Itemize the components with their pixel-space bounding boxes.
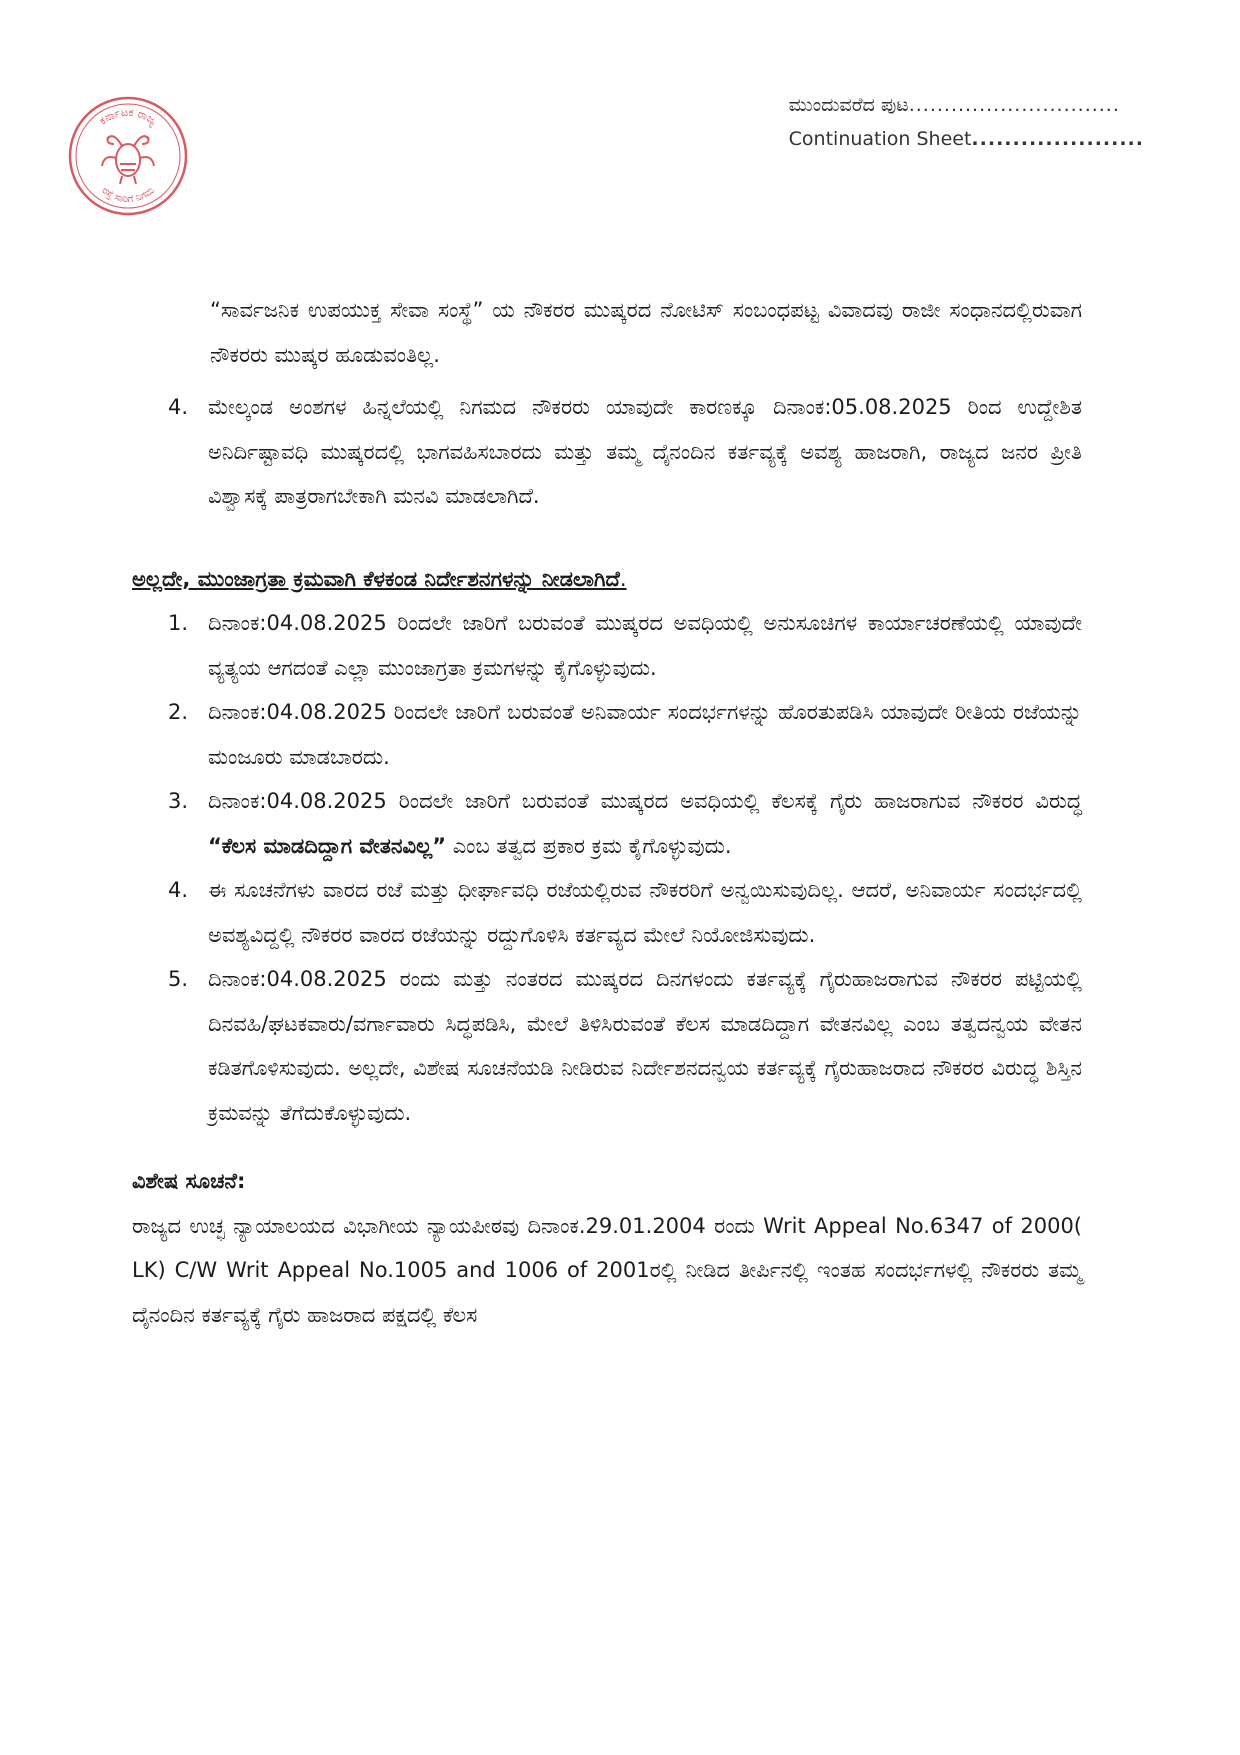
continuation-kn-dots: .............................. [908,94,1120,116]
intro-paragraph: “ಸಾರ್ವಜನಿಕ ಉಪಯುಕ್ತ ಸೇವಾ ಸಂಸ್ಥೆ” ಯ ನೌಕರರ ಮುಷ್ಕರದ ನೋಟಿಸ್ ಸಂಬಂಧಪಟ್ಟ ವಿವಾದವು ರಾಜೀ ಸಂಧಾನದಲ್ಲಿರುವಾಗ ನೌಕರರು ಮುಷ್ಕರ ಹೂಡುವಂತಿಲ್ಲ. [210,298,1082,367]
list-item-text-before: ದಿನಾಂಕ:04.08.2025 ರಿಂದಲೇ ಜಾರಿಗೆ ಬರುವಂತೆ ಮುಷ್ಕರದ ಅವಧಿಯಲ್ಲಿ ಕೆಲಸಕ್ಕೆ ಗೈರು ಹಾಜರಾಗುವ ನೌಕರರ ವಿರುದ್ಧ [208,789,1082,813]
continuation-en-label: Continuation Sheet [788,128,972,150]
svg-text:ರಸ್ತೆ ಸಾರಿಗೆ ನಿಗಮ: ರಸ್ತೆ ಸಾರಿಗೆ ನಿಗಮ [99,185,157,206]
list-item-number: 2. [168,700,189,724]
list-item-text-after: ಎಂಬ ತತ್ವದ ಪ್ರಕಾರ ಕ್ರಮ ಕೈಗೊಳ್ಳುವುದು. [446,833,732,858]
point-4 [132,385,1082,519]
corporation-seal [66,94,190,218]
list-item-text: ದಿನಾಂಕ:04.08.2025 ರಿಂದಲೇ ಜಾರಿಗೆ ಬರುವಂತೆ ಮುಷ್ಕರದ ಅವಧಿಯಲ್ಲಿ ಅನುಸೂಚಿಗಳ ಕಾರ್ಯಾಚರಣೆಯಲ್ಲಿ ಯಾವುದೇ ವ್ಯತ್ಯಯ ಆಗದಂತೆ ಎಲ್ಲಾ ಮುಂಜಾಗ್ರತಾ ಕ್ರಮಗಳನ್ನು ಕೈಗೊಳ್ಳುವುದು. [208,611,1082,680]
no-work-no-pay-phrase: “ಕೆಲಸ ಮಾಡದಿದ್ದಾಗ ವೇತನವಿಲ್ಲ” [208,833,447,858]
list-item-number: 1. [168,611,189,635]
continuation-en-line [789,122,1144,156]
list-item [132,779,1082,868]
list-item [132,868,1082,957]
directions-heading-text: ಅಲ್ಲದೇ, ಮುಂಜಾಗ್ರತಾ ಕ್ರಮವಾಗಿ ಕೆಳಕಂಡ ನಿರ್ದೇಶನಗಳನ್ನು ನೀಡಲಾಗಿದೆ [132,566,620,591]
directions-list [132,601,1082,1135]
list-item [132,957,1082,1135]
svg-text:ಕರ್ನಾಟಕ ರಾಜ್ಯ: ಕರ್ನಾಟಕ ರಾಜ್ಯ [96,105,159,128]
point-number: 4. [168,395,189,419]
list-item [132,601,1082,690]
directions-heading [132,557,1082,602]
document-body [132,288,1082,1337]
special-note-text: ರಾಜ್ಯದ ಉಚ್ಛ ನ್ಯಾಯಾಲಯದ ವಿಭಾಗೀಯ ನ್ಯಾಯಪೀಠವು ದಿನಾಂಕ.29.01.2004 ರಂದು Writ Appeal No.6347 of 2000( LK) C/W Writ Appeal No.1005 and 1006 of 2001ರಲ್ಲಿ ನೀಡಿದ ತೀರ್ಪಿನಲ್ಲಿ ಇಂತಹ ಸಂದರ್ಭಗಳಲ್ಲಿ ನೌಕರರು ತಮ್ಮ ದೈನಂದಿನ ಕರ್ತವ್ಯಕ್ಕೆ ಗೈರು ಹಾಜರಾದ ಪಕ್ಷದಲ್ಲಿ ಕೆಲಸ [132,1213,1082,1327]
list-item-text: ದಿನಾಂಕ:04.08.2025 ರಿಂದಲೇ ಜಾರಿಗೆ ಬರುವಂತೆ ಅನಿವಾರ್ಯ ಸಂದರ್ಭಗಳನ್ನು ಹೊರತುಪಡಿಸಿ ಯಾವುದೇ ರೀತಿಯ ರಜೆಯನ್ನು ಮಂಜೂರು ಮಾಡಬಾರದು. [208,700,1082,769]
continuation-header [789,88,1144,156]
list-item-text [208,779,1082,868]
list-item-number: 3. [168,789,189,813]
list-item [132,690,1082,779]
list-item-number: 5. [168,967,189,991]
continuation-kn-label: ಮುಂದುವರೆದ ಪುಟ [788,94,909,116]
list-item-text: ಈ ಸೂಚನೆಗಳು ವಾರದ ರಜೆ ಮತ್ತು ಧೀರ್ಘಾವಧಿ ರಜೆಯಲ್ಲಿರುವ ನೌಕರರಿಗೆ ಅನ್ವಯಿಸುವುದಿಲ್ಲ. ಆದರೆ, ಅನಿವಾರ್ಯ ಸಂದರ್ಭದಲ್ಲಿ ಅವಶ್ಯವಿದ್ದಲ್ಲಿ ನೌಕರರ ವಾರದ ರಜೆಯನ್ನು ರದ್ದುಗೊಳಿಸಿ ಕರ್ತವ್ಯದ ಮೇಲೆ ನಿಯೋಜಿಸುವುದು. [208,878,1082,947]
continuation-kn-line [789,88,1144,122]
directions-heading-end: . [619,566,627,591]
continuation-en-dots: ..................... [971,128,1144,150]
point-text: ಮೇಲ್ಕಂಡ ಅಂಶಗಳ ಹಿನ್ನಲೆಯಲ್ಲಿ ನಿಗಮದ ನೌಕರರು ಯಾವುದೇ ಕಾರಣಕ್ಕೂ ದಿನಾಂಕ:05.08.2025 ರಿಂದ ಉದ್ದೇಶಿತ ಅನಿರ್ದಿಷ್ಟಾವಧಿ ಮುಷ್ಕರದಲ್ಲಿ ಭಾಗವಹಿಸಬಾರದು ಮತ್ತು ತಮ್ಮ ದೈನಂದಿನ ಕರ್ತವ್ಯಕ್ಕೆ ಅವಶ್ಯ ಹಾಜರಾಗಿ, ರಾಜ್ಯದ ಜನರ ಪ್ರೀತಿ ವಿಶ್ವಾಸಕ್ಕೆ ಪಾತ್ರರಾಗಬೇಕಾಗಿ ಮನವಿ ಮಾಡಲಾಗಿದೆ. [208,395,1082,508]
list-item-number: 4. [168,878,189,902]
special-note-heading: ವಿಶೇಷ ಸೂಚನೆ: [132,1169,246,1193]
list-item-text: ದಿನಾಂಕ:04.08.2025 ರಂದು ಮತ್ತು ನಂತರದ ಮುಷ್ಕರದ ದಿನಗಳಂದು ಕರ್ತವ್ಯಕ್ಕೆ ಗೈರುಹಾಜರಾಗುವ ನೌಕರರ ಪಟ್ಟಿಯಲ್ಲಿ ದಿನವಹಿ/ಘಟಕವಾರು/ವರ್ಗಾವಾರು ಸಿದ್ಧಪಡಿಸಿ, ಮೇಲೆ ತಿಳಿಸಿರುವಂತೆ ಕೆಲಸ ಮಾಡದಿದ್ದಾಗ ವೇತನವಿಲ್ಲ ಎಂಬ ತತ್ವದನ್ವಯ ವೇತನ ಕಡಿತಗೊಳಿಸುವುದು. ಅಲ್ಲದೇ, ವಿಶೇಷ ಸೂಚನೆಯಡಿ ನೀಡಿರುವ ನಿರ್ದೇಶನದನ್ವಯ ಕರ್ತವ್ಯಕ್ಕೆ ಗೈರುಹಾಜರಾದ ನೌಕರರ ವಿರುದ್ಧ ಶಿಸ್ತಿನ ಕ್ರಮವನ್ನು ತೆಗೆದುಕೊಳ್ಳುವುದು. [208,967,1082,1125]
